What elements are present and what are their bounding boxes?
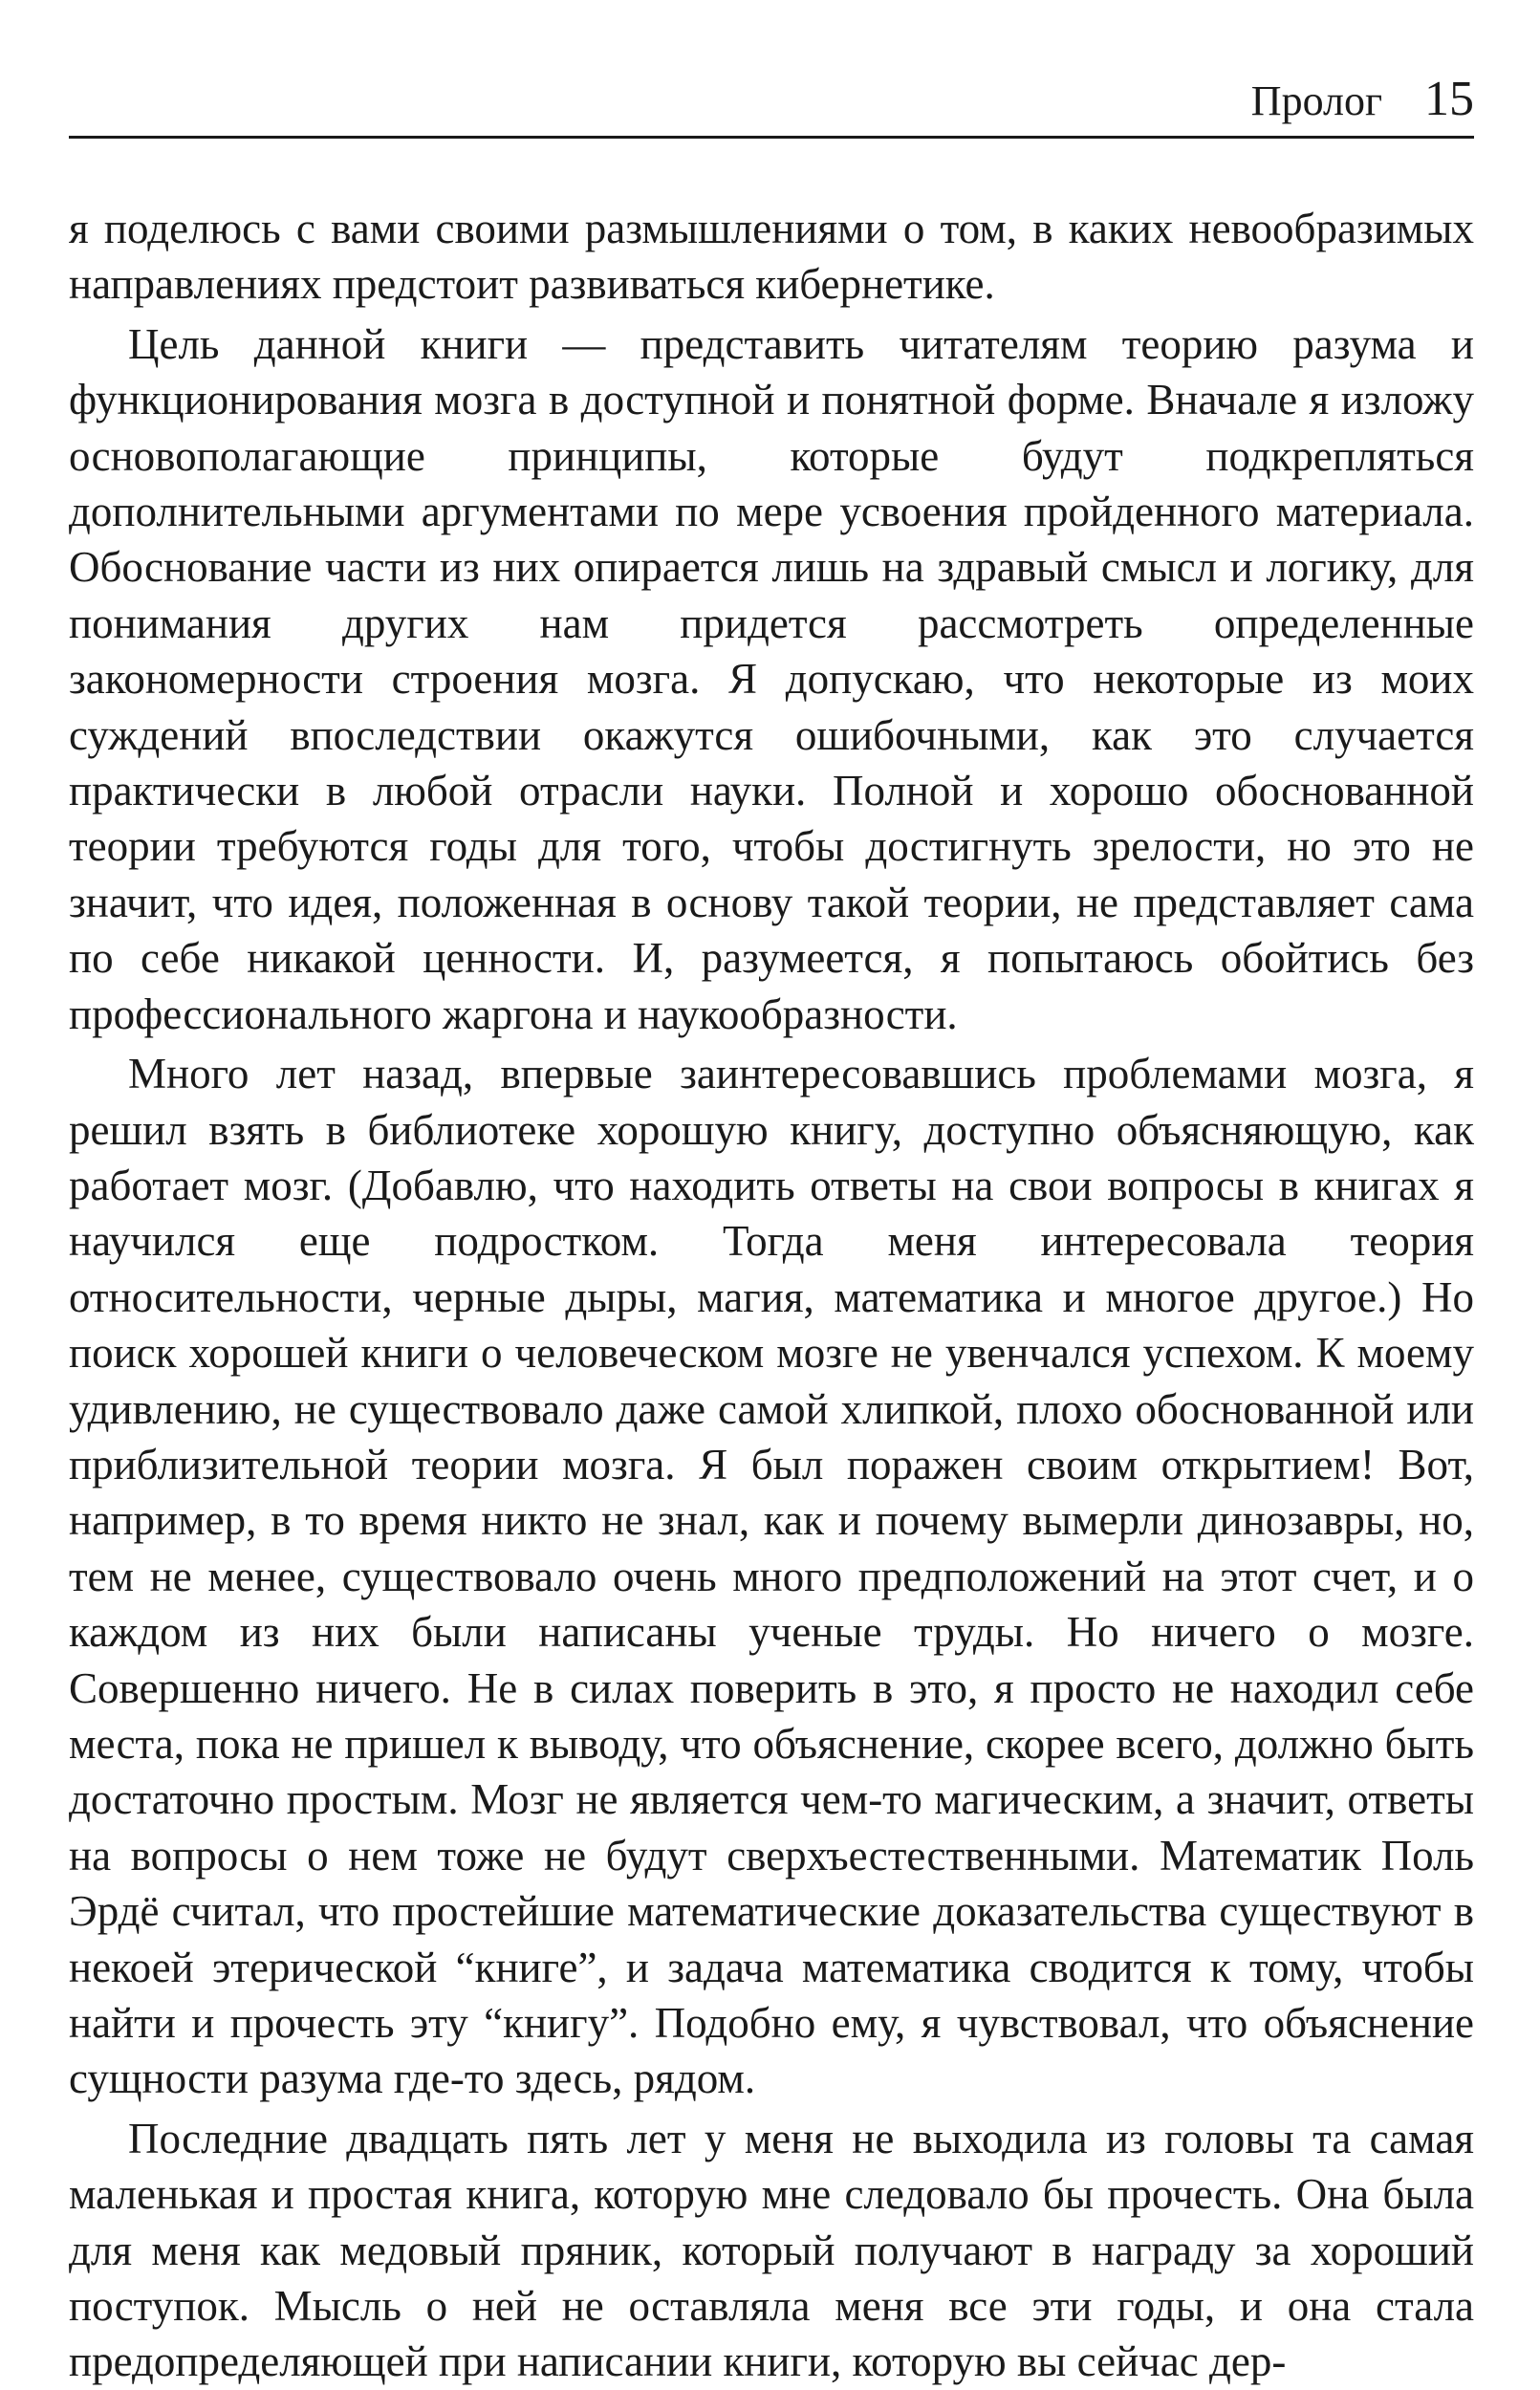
paragraph-4: Последние двадцать пять лет у меня не выходила из головы та самая маленькая и простая книга, которую мне следовало бы прочесть. Она была для меня как медовый пряник, который получают в награду за хороший поступок. Мысль о ней не оставляла меня все эти годы, и она стала предопределяющей при написании книги, которую вы сейчас дер- [69,2114,1474,2386]
paragraph-3: Много лет назад, впервые заинтересовавшись проблемами мозга, я решил взять в библиотеке хорошую книгу, доступно объясняющую, как работает мозг. (Добавлю, что находить ответы на свои вопросы в книгах я научился еще подростком. Тогда меня интересовала теория относительности, черные дыры, магия, математика и многое другое.) Но поиск хорошей книги о человеческом мозге не увенчался успехом. К моему удивлению, не существовало даже самой хлипкой, плохо обоснованной или приблизительной теории мозга. Я был поражен своим открытием! Вот, например, в то время никто не знал, как и почему вымерли динозавры, но, тем не менее, существовало очень много предположений на этот счет, и о каждом из них были написаны ученые труды. Но ничего о мозге. Совершенно ничего. Не в силах поверить в это, я просто не находил себе места, пока не пришел к выводу, что объяснение, скорее всего, должно быть достаточно простым. Мозг не является чем-то магическим, а значит, ответы на вопросы о нем тоже не будут сверхъестественными. Математик Поль Эрдё считал, что простейшие математические доказательства существуют в некоей этерической “книге”, и задача математика сводится к тому, чтобы найти и прочесть эту “книгу”. Подобно ему, я чувствовал, что объяснение сущности разума где-то здесь, рядом. [69,1050,1474,2103]
page-number: 15 [1424,72,1474,126]
body-text [69,201,1474,2390]
paragraph-2: Цель данной книги — представить читателям теорию разума и функционирования мозга в доступной и понятной форме. Вначале я изложу основополагающие принципы, которые будут подкрепляться дополнительными аргументами по мере усвоения пройденного материала. Обоснование части из них опирается лишь на здравый смысл и логику, для понимания других нам придется рассмотреть определенные закономерности строения мозга. Я допускаю, что некоторые из моих суждений впоследствии окажутся ошибочными, как это случается практически в любой отрасли науки. Полной и хорошо обоснованной теории требуются годы для того, чтобы достигнуть зрелости, но это не значит, что идея, положенная в основу такой теории, не представляет сама по себе никакой ценности. И, разумеется, я попытаюсь обойтись без профессионального жаргона и наукообразности. [69,319,1474,1038]
section-title: Пролог [1250,77,1382,124]
paragraph-1-continued: я поделюсь с вами своими размышлениями о том, в каких невообразимых направлениях предстоит развиваться кибернетике. [69,205,1474,309]
running-header [1250,72,1474,126]
header-rule [69,136,1474,139]
book-page [69,0,1474,2386]
